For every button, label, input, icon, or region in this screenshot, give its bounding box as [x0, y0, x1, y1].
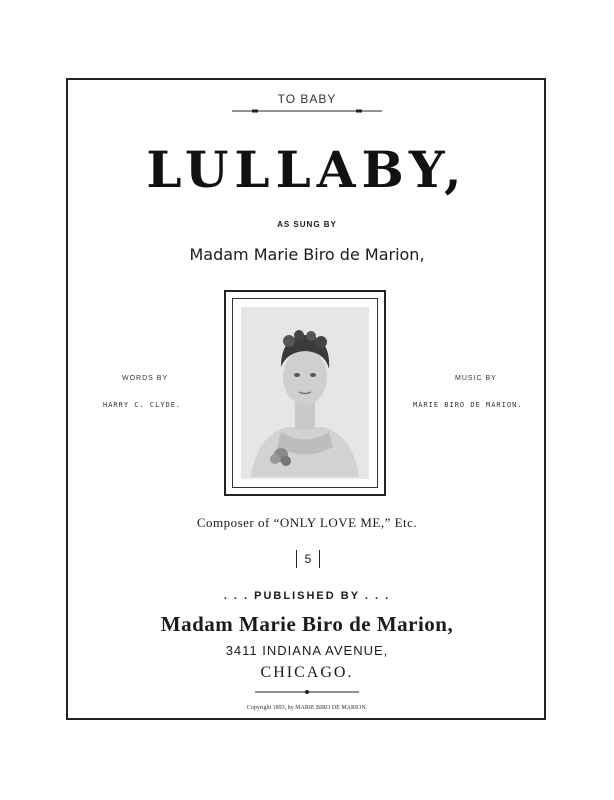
publisher-address: 3411 INDIANA AVENUE,: [225, 643, 389, 658]
published-by-label: . . . PUBLISHED BY . . .: [223, 590, 391, 602]
lyricist-name: HARRY C. CLYDE.: [103, 401, 182, 409]
dedication-rule: [232, 108, 382, 114]
portrait-frame: [224, 290, 386, 496]
portrait-photo: [241, 307, 369, 479]
words-by-label: WORDS BY: [122, 375, 169, 382]
singer-name: Madam Marie Biro de Marion,: [189, 245, 425, 264]
as-sung-by-label: AS SUNG BY: [277, 220, 337, 229]
dedication: TO BABY: [277, 92, 337, 106]
publisher-name: Madam Marie Biro de Marion,: [160, 612, 454, 636]
portrait-inner-border: [232, 298, 378, 488]
woman-portrait-image: [241, 307, 369, 477]
composer-note: Composer of “ONLY LOVE ME,” Etc.: [196, 515, 418, 530]
price-mark: 5: [296, 550, 320, 568]
city-rule: [255, 689, 359, 695]
publisher-city: CHICAGO.: [260, 664, 354, 681]
page-title: LULLABY,: [146, 140, 468, 199]
copyright-notice: Copyright 1893, by MARIE BIRO DE MARION.: [246, 705, 368, 711]
music-by-label: MUSIC BY: [455, 375, 497, 382]
composer-name: MARIE BIRO DE MARION.: [413, 401, 523, 409]
